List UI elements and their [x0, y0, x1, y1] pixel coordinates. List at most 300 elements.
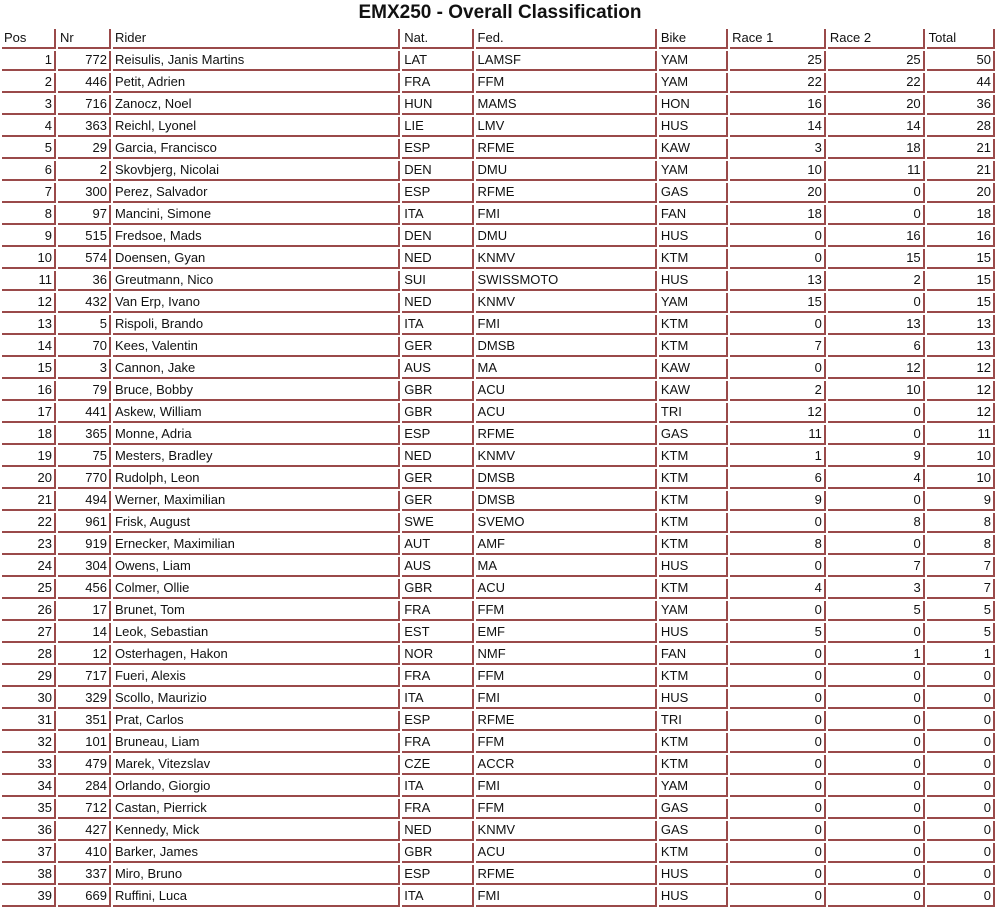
cell-nr: 329 — [58, 689, 111, 709]
cell-nr: 75 — [58, 447, 111, 467]
cell-fed: ACU — [476, 403, 657, 423]
table-row — [2, 293, 995, 313]
cell-total: 9 — [927, 491, 995, 511]
cell-pos: 5 — [2, 139, 56, 159]
cell-rider: Leok, Sebastian — [113, 623, 400, 643]
cell-nat: ITA — [402, 689, 473, 709]
cell-race1: 25 — [730, 51, 826, 71]
cell-rider: Rudolph, Leon — [113, 469, 400, 489]
cell-race1: 12 — [730, 403, 826, 423]
page-title: EMX250 - Overall Classification — [358, 2, 642, 23]
cell-bike: GAS — [659, 425, 728, 445]
cell-rider: Zanocz, Noel — [113, 95, 400, 115]
cell-pos: 10 — [2, 249, 56, 269]
cell-total: 0 — [927, 667, 995, 687]
table-row — [2, 777, 995, 797]
cell-nat: DEN — [402, 161, 473, 181]
cell-bike: KTM — [659, 755, 728, 775]
cell-nr: 2 — [58, 161, 111, 181]
table-row — [2, 227, 995, 247]
cell-race1: 0 — [730, 601, 826, 621]
cell-nr: 79 — [58, 381, 111, 401]
cell-rider: Scollo, Maurizio — [113, 689, 400, 709]
cell-pos: 36 — [2, 821, 56, 841]
cell-pos: 30 — [2, 689, 56, 709]
table-row — [2, 557, 995, 577]
table-row — [2, 821, 995, 841]
cell-nr: 300 — [58, 183, 111, 203]
cell-race1: 0 — [730, 227, 826, 247]
cell-race1: 0 — [730, 711, 826, 731]
cell-rider: Ernecker, Maximilian — [113, 535, 400, 555]
cell-race1: 0 — [730, 315, 826, 335]
cell-nat: FRA — [402, 73, 473, 93]
cell-race1: 13 — [730, 271, 826, 291]
cell-rider: Doensen, Gyan — [113, 249, 400, 269]
cell-rider: Marek, Vitezslav — [113, 755, 400, 775]
cell-bike: KTM — [659, 579, 728, 599]
cell-total: 18 — [927, 205, 995, 225]
cell-rider: Fueri, Alexis — [113, 667, 400, 687]
cell-race2: 1 — [828, 645, 925, 665]
cell-race1: 15 — [730, 293, 826, 313]
cell-race2: 0 — [828, 425, 925, 445]
table-row — [2, 667, 995, 687]
cell-pos: 15 — [2, 359, 56, 379]
cell-rider: Prat, Carlos — [113, 711, 400, 731]
cell-nr: 12 — [58, 645, 111, 665]
cell-pos: 31 — [2, 711, 56, 731]
cell-fed: MA — [476, 359, 657, 379]
cell-nat: FRA — [402, 667, 473, 687]
cell-pos: 11 — [2, 271, 56, 291]
cell-total: 8 — [927, 513, 995, 533]
cell-nat: ESP — [402, 183, 473, 203]
header-bike: Bike — [659, 29, 728, 49]
cell-bike: TRI — [659, 403, 728, 423]
cell-nr: 29 — [58, 139, 111, 159]
cell-fed: DMSB — [476, 469, 657, 489]
cell-bike: FAN — [659, 645, 728, 665]
cell-fed: RFME — [476, 865, 657, 885]
cell-race2: 0 — [828, 623, 925, 643]
cell-total: 0 — [927, 821, 995, 841]
table-row — [2, 271, 995, 291]
cell-race2: 11 — [828, 161, 925, 181]
cell-race1: 20 — [730, 183, 826, 203]
cell-race2: 0 — [828, 733, 925, 753]
cell-fed: ACU — [476, 381, 657, 401]
cell-total: 20 — [927, 183, 995, 203]
cell-pos: 28 — [2, 645, 56, 665]
cell-bike: HUS — [659, 689, 728, 709]
cell-fed: RFME — [476, 425, 657, 445]
cell-nat: ITA — [402, 887, 473, 907]
cell-race2: 16 — [828, 227, 925, 247]
cell-bike: KTM — [659, 733, 728, 753]
cell-bike: KAW — [659, 139, 728, 159]
cell-race1: 3 — [730, 139, 826, 159]
cell-race2: 0 — [828, 799, 925, 819]
cell-nat: ITA — [402, 205, 473, 225]
cell-race2: 8 — [828, 513, 925, 533]
cell-pos: 33 — [2, 755, 56, 775]
cell-bike: HUS — [659, 271, 728, 291]
cell-race1: 16 — [730, 95, 826, 115]
cell-rider: Rispoli, Brando — [113, 315, 400, 335]
cell-bike: KTM — [659, 491, 728, 511]
cell-total: 13 — [927, 315, 995, 335]
cell-pos: 4 — [2, 117, 56, 137]
cell-race2: 22 — [828, 73, 925, 93]
header-nr: Nr — [58, 29, 111, 49]
cell-nat: NED — [402, 293, 473, 313]
cell-pos: 18 — [2, 425, 56, 445]
cell-nr: 494 — [58, 491, 111, 511]
cell-fed: ACU — [476, 843, 657, 863]
cell-nr: 70 — [58, 337, 111, 357]
cell-pos: 29 — [2, 667, 56, 687]
cell-nr: 17 — [58, 601, 111, 621]
cell-fed: KNMV — [476, 821, 657, 841]
cell-race1: 0 — [730, 865, 826, 885]
cell-total: 5 — [927, 623, 995, 643]
cell-race1: 0 — [730, 645, 826, 665]
cell-rider: Bruce, Bobby — [113, 381, 400, 401]
cell-rider: Monne, Adria — [113, 425, 400, 445]
cell-nr: 363 — [58, 117, 111, 137]
table-row — [2, 425, 995, 445]
cell-fed: ACCR — [476, 755, 657, 775]
header-nat: Nat. — [402, 29, 473, 49]
cell-nr: 961 — [58, 513, 111, 533]
cell-pos: 3 — [2, 95, 56, 115]
table-row — [2, 161, 995, 181]
cell-race2: 0 — [828, 887, 925, 907]
cell-race1: 22 — [730, 73, 826, 93]
header-pos: Pos — [2, 29, 56, 49]
cell-race1: 0 — [730, 777, 826, 797]
cell-race1: 14 — [730, 117, 826, 137]
cell-total: 21 — [927, 139, 995, 159]
cell-fed: NMF — [476, 645, 657, 665]
cell-nat: GER — [402, 469, 473, 489]
cell-bike: GAS — [659, 821, 728, 841]
table-row — [2, 73, 995, 93]
cell-bike: YAM — [659, 161, 728, 181]
cell-race2: 0 — [828, 205, 925, 225]
cell-total: 28 — [927, 117, 995, 137]
table-row — [2, 205, 995, 225]
cell-pos: 23 — [2, 535, 56, 555]
cell-nat: ITA — [402, 315, 473, 335]
cell-pos: 26 — [2, 601, 56, 621]
table-row — [2, 139, 995, 159]
table-row — [2, 579, 995, 599]
cell-nat: NED — [402, 447, 473, 467]
cell-bike: HUS — [659, 227, 728, 247]
cell-fed: FMI — [476, 315, 657, 335]
cell-pos: 21 — [2, 491, 56, 511]
cell-race2: 0 — [828, 821, 925, 841]
cell-pos: 9 — [2, 227, 56, 247]
cell-nat: GER — [402, 337, 473, 357]
cell-nr: 669 — [58, 887, 111, 907]
cell-race1: 9 — [730, 491, 826, 511]
cell-race2: 4 — [828, 469, 925, 489]
cell-bike: KTM — [659, 843, 728, 863]
cell-pos: 34 — [2, 777, 56, 797]
cell-race2: 14 — [828, 117, 925, 137]
header-fed: Fed. — [476, 29, 657, 49]
table-row — [2, 51, 995, 71]
cell-race2: 0 — [828, 535, 925, 555]
cell-fed: RFME — [476, 139, 657, 159]
header-total: Total — [927, 29, 995, 49]
cell-rider: Owens, Liam — [113, 557, 400, 577]
table-row — [2, 447, 995, 467]
cell-nat: CZE — [402, 755, 473, 775]
table-row — [2, 183, 995, 203]
cell-race1: 18 — [730, 205, 826, 225]
cell-nat: ITA — [402, 777, 473, 797]
cell-nat: NED — [402, 821, 473, 841]
cell-bike: HUS — [659, 865, 728, 885]
cell-rider: Petit, Adrien — [113, 73, 400, 93]
cell-nr: 36 — [58, 271, 111, 291]
cell-race1: 5 — [730, 623, 826, 643]
cell-nr: 770 — [58, 469, 111, 489]
table-row — [2, 645, 995, 665]
cell-fed: KNMV — [476, 447, 657, 467]
cell-race2: 0 — [828, 667, 925, 687]
cell-nat: FRA — [402, 733, 473, 753]
table-row — [2, 601, 995, 621]
cell-nat: GER — [402, 491, 473, 511]
cell-race2: 6 — [828, 337, 925, 357]
cell-pos: 6 — [2, 161, 56, 181]
cell-race1: 0 — [730, 667, 826, 687]
cell-race2: 0 — [828, 865, 925, 885]
cell-rider: Orlando, Giorgio — [113, 777, 400, 797]
cell-total: 15 — [927, 249, 995, 269]
cell-bike: HON — [659, 95, 728, 115]
cell-nat: ESP — [402, 139, 473, 159]
cell-bike: GAS — [659, 183, 728, 203]
cell-nr: 427 — [58, 821, 111, 841]
cell-nr: 479 — [58, 755, 111, 775]
cell-bike: YAM — [659, 777, 728, 797]
cell-total: 8 — [927, 535, 995, 555]
header-race1: Race 1 — [730, 29, 826, 49]
cell-pos: 19 — [2, 447, 56, 467]
cell-nr: 284 — [58, 777, 111, 797]
cell-race2: 0 — [828, 777, 925, 797]
cell-pos: 37 — [2, 843, 56, 863]
cell-nr: 3 — [58, 359, 111, 379]
table-row — [2, 689, 995, 709]
cell-total: 15 — [927, 293, 995, 313]
cell-race1: 0 — [730, 689, 826, 709]
cell-pos: 38 — [2, 865, 56, 885]
cell-fed: FFM — [476, 73, 657, 93]
cell-bike: KTM — [659, 667, 728, 687]
cell-pos: 7 — [2, 183, 56, 203]
cell-race2: 0 — [828, 755, 925, 775]
cell-bike: YAM — [659, 293, 728, 313]
cell-race2: 25 — [828, 51, 925, 71]
cell-fed: ACU — [476, 579, 657, 599]
cell-bike: TRI — [659, 711, 728, 731]
cell-nr: 432 — [58, 293, 111, 313]
cell-race1: 11 — [730, 425, 826, 445]
cell-race1: 6 — [730, 469, 826, 489]
cell-race2: 9 — [828, 447, 925, 467]
cell-bike: YAM — [659, 601, 728, 621]
cell-total: 10 — [927, 447, 995, 467]
cell-total: 0 — [927, 733, 995, 753]
cell-pos: 39 — [2, 887, 56, 907]
cell-race1: 0 — [730, 557, 826, 577]
cell-nat: ESP — [402, 711, 473, 731]
table-row — [2, 711, 995, 731]
cell-bike: KAW — [659, 381, 728, 401]
cell-nat: DEN — [402, 227, 473, 247]
cell-bike: KAW — [659, 359, 728, 379]
cell-nr: 337 — [58, 865, 111, 885]
cell-nat: GBR — [402, 579, 473, 599]
cell-race1: 10 — [730, 161, 826, 181]
cell-nr: 97 — [58, 205, 111, 225]
cell-race1: 0 — [730, 359, 826, 379]
cell-fed: RFME — [476, 183, 657, 203]
cell-pos: 32 — [2, 733, 56, 753]
cell-race2: 12 — [828, 359, 925, 379]
cell-race2: 2 — [828, 271, 925, 291]
cell-bike: KTM — [659, 315, 728, 335]
cell-pos: 17 — [2, 403, 56, 423]
cell-nr: 441 — [58, 403, 111, 423]
cell-race1: 7 — [730, 337, 826, 357]
table-row — [2, 755, 995, 775]
cell-race2: 20 — [828, 95, 925, 115]
cell-race2: 0 — [828, 183, 925, 203]
cell-race2: 0 — [828, 403, 925, 423]
cell-rider: Skovbjerg, Nicolai — [113, 161, 400, 181]
cell-pos: 13 — [2, 315, 56, 335]
cell-fed: FMI — [476, 887, 657, 907]
cell-total: 1 — [927, 645, 995, 665]
table-row — [2, 359, 995, 379]
cell-rider: Ruffini, Luca — [113, 887, 400, 907]
cell-rider: Kees, Valentin — [113, 337, 400, 357]
cell-nat: FRA — [402, 601, 473, 621]
cell-race2: 10 — [828, 381, 925, 401]
cell-rider: Werner, Maximilian — [113, 491, 400, 511]
cell-race1: 0 — [730, 843, 826, 863]
cell-fed: FMI — [476, 205, 657, 225]
cell-race2: 0 — [828, 689, 925, 709]
table-row — [2, 733, 995, 753]
table-row — [2, 249, 995, 269]
cell-nat: GBR — [402, 381, 473, 401]
cell-race2: 5 — [828, 601, 925, 621]
cell-rider: Frisk, August — [113, 513, 400, 533]
table-row — [2, 535, 995, 555]
cell-rider: Castan, Pierrick — [113, 799, 400, 819]
cell-rider: Perez, Salvador — [113, 183, 400, 203]
cell-rider: Brunet, Tom — [113, 601, 400, 621]
table-row — [2, 337, 995, 357]
cell-nat: AUS — [402, 359, 473, 379]
cell-bike: HUS — [659, 623, 728, 643]
cell-total: 7 — [927, 579, 995, 599]
cell-race2: 0 — [828, 843, 925, 863]
cell-race1: 0 — [730, 799, 826, 819]
cell-nr: 101 — [58, 733, 111, 753]
cell-total: 44 — [927, 73, 995, 93]
header-rider: Rider — [113, 29, 400, 49]
cell-pos: 25 — [2, 579, 56, 599]
cell-race2: 7 — [828, 557, 925, 577]
cell-nat: SUI — [402, 271, 473, 291]
cell-rider: Kennedy, Mick — [113, 821, 400, 841]
cell-pos: 8 — [2, 205, 56, 225]
cell-fed: FMI — [476, 689, 657, 709]
cell-nat: LIE — [402, 117, 473, 137]
cell-bike: KTM — [659, 249, 728, 269]
cell-nat: HUN — [402, 95, 473, 115]
table-row — [2, 843, 995, 863]
table-row — [2, 491, 995, 511]
cell-nr: 712 — [58, 799, 111, 819]
cell-pos: 24 — [2, 557, 56, 577]
cell-fed: SWISSMOTO — [476, 271, 657, 291]
cell-fed: KNMV — [476, 249, 657, 269]
cell-fed: DMSB — [476, 337, 657, 357]
table-row — [2, 381, 995, 401]
cell-rider: Fredsoe, Mads — [113, 227, 400, 247]
cell-rider: Miro, Bruno — [113, 865, 400, 885]
cell-nr: 304 — [58, 557, 111, 577]
classification-table — [0, 27, 997, 909]
cell-bike: KTM — [659, 447, 728, 467]
table-row — [2, 403, 995, 423]
header-race2: Race 2 — [828, 29, 925, 49]
cell-nat: SWE — [402, 513, 473, 533]
cell-bike: HUS — [659, 117, 728, 137]
cell-total: 13 — [927, 337, 995, 357]
table-row — [2, 623, 995, 643]
cell-total: 12 — [927, 381, 995, 401]
cell-race2: 15 — [828, 249, 925, 269]
cell-rider: Askew, William — [113, 403, 400, 423]
cell-nat: AUS — [402, 557, 473, 577]
cell-race2: 3 — [828, 579, 925, 599]
cell-race2: 0 — [828, 711, 925, 731]
cell-nr: 410 — [58, 843, 111, 863]
cell-rider: Bruneau, Liam — [113, 733, 400, 753]
cell-total: 15 — [927, 271, 995, 291]
cell-nr: 351 — [58, 711, 111, 731]
cell-nat: GBR — [402, 843, 473, 863]
cell-bike: GAS — [659, 799, 728, 819]
cell-rider: Van Erp, Ivano — [113, 293, 400, 313]
cell-rider: Mesters, Bradley — [113, 447, 400, 467]
cell-pos: 16 — [2, 381, 56, 401]
cell-rider: Garcia, Francisco — [113, 139, 400, 159]
cell-nr: 717 — [58, 667, 111, 687]
